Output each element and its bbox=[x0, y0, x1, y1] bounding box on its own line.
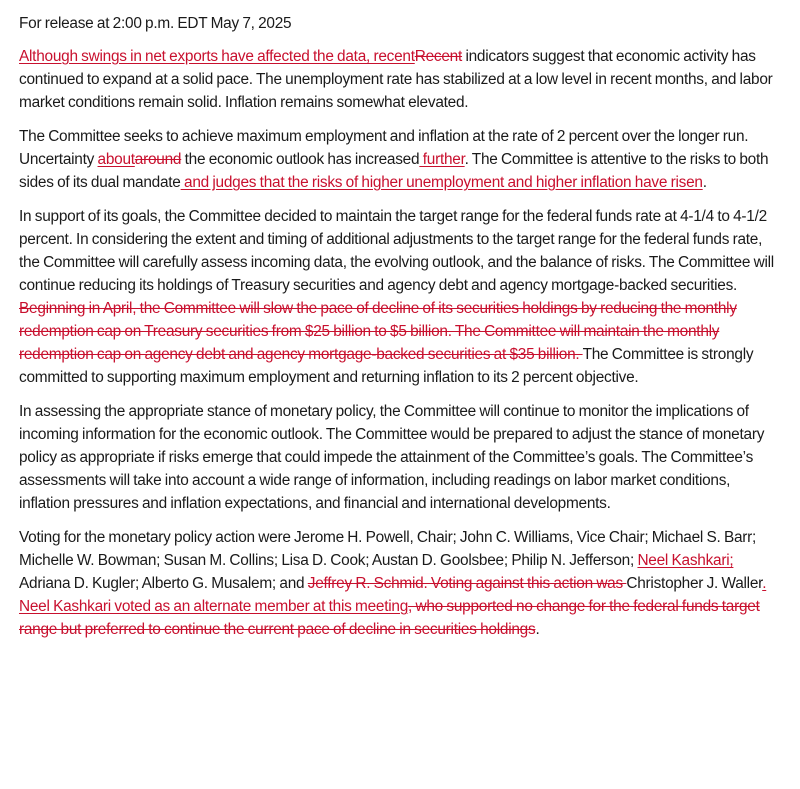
deleted-text: around bbox=[134, 151, 182, 168]
deleted-text: Jeffrey R. Schmid. Voting against this action was bbox=[307, 575, 627, 592]
inserted-text: Although swings in net exports have affected the data, recent bbox=[19, 48, 415, 65]
body-text: The Committee is strongly committed to supporting maximum employment and returning inflation to its 2 percent objective. bbox=[19, 346, 754, 386]
body-text: In support of its goals, the Committee decided to maintain the target range for the federal funds rate at 4-1/4 to 4-1/2 percent. In considering the extent and timing of additional adjustments to the target range for the federal funds rate, the Committee will carefully assess incoming data, the evolving outlook, and the balance of risks. The Committee will continue reducing its holdings of Treasury securities and agency debt and agency mortgage-backed securities. bbox=[19, 208, 774, 294]
body-text: . bbox=[702, 174, 707, 191]
deleted-text: , who supported no change for the federal funds target range but preferred to continue the current pace of decline in securities holdings bbox=[19, 598, 760, 638]
body-text: In assessing the appropriate stance of monetary policy, the Committee will continue to monitor the implications of incoming information for the economic outlook. The Committee would be prepared to adjust the stance of monetary policy as appropriate if risks emerge that could impede the attainment of the Committee’s goals. The Committee’s assessments will take into account a wide range of information, including readings on labor market conditions, inflation pressures and inflation expectations, and financial and international developments. bbox=[19, 403, 765, 512]
statement-body bbox=[19, 45, 784, 641]
paragraph-economic-activity bbox=[19, 45, 784, 114]
inserted-text: Neel Kashkari; bbox=[637, 552, 734, 569]
body-text: indicators suggest that economic activity has continued to expand at a solid pace. The unemployment rate has stabilized at a low level in recent months, and labor market conditions remain solid. Inflation remains somewhat elevated. bbox=[19, 48, 773, 111]
deleted-text: Recent bbox=[414, 48, 463, 65]
body-text: Voting for the monetary policy action were Jerome H. Powell, Chair; John C. Williams, Vice Chair; Michael S. Barr; Michelle W. Bowman; Susan M. Collins; Lisa D. Cook; Austan D. Goolsbee; Philip N. Jefferson; bbox=[19, 529, 757, 569]
deleted-text: Beginning in April, the Committee will slow the pace of decline of its securities holdings by reducing the monthly redemption cap on Treasury securities from $25 billion to $5 billion. The Committee will maintain the monthly redemption cap on agency debt and agency mortgage-backed securities at $35 billion. bbox=[19, 300, 737, 363]
paragraph-policy-decision bbox=[19, 205, 784, 389]
paragraph-voting bbox=[19, 526, 784, 641]
body-text: Adriana D. Kugler; Alberto G. Musalem; and bbox=[19, 575, 308, 592]
inserted-text: and judges that the risks of higher unemployment and higher inflation have risen bbox=[180, 174, 703, 191]
paragraph-committee-goals bbox=[19, 125, 784, 194]
body-text: The Committee seeks to achieve maximum employment and inflation at the rate of 2 percent over the longer run. Uncertainty bbox=[19, 128, 749, 168]
inserted-text: further bbox=[419, 151, 465, 168]
paragraph-policy-stance bbox=[19, 400, 784, 515]
body-text: . The Committee is attentive to the risks to both sides of its dual mandate bbox=[19, 151, 769, 191]
body-text: the economic outlook has increased bbox=[181, 151, 420, 168]
body-text: Christopher J. Waller bbox=[626, 575, 763, 592]
release-line: For release at 2:00 p.m. EDT May 7, 2025 bbox=[19, 15, 292, 32]
inserted-text: about bbox=[97, 151, 135, 168]
body-text: . bbox=[535, 621, 540, 638]
inserted-text: . Neel Kashkari voted as an alternate member at this meeting bbox=[19, 575, 767, 615]
